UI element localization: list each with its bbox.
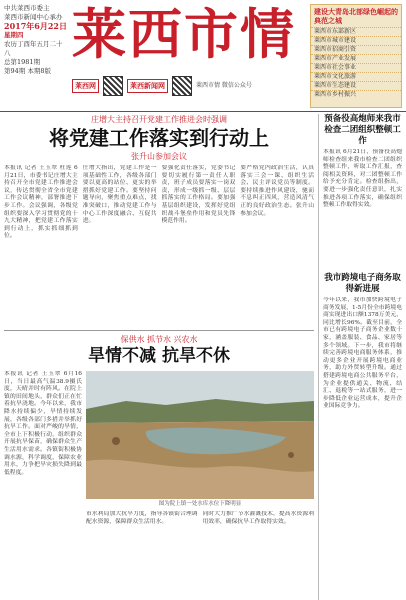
sidebar-headline-1: 预备役高炮师来我市检查二团组织整顿工作 — [324, 114, 401, 146]
qr-code-icon — [172, 76, 192, 96]
promo-list — [311, 27, 401, 99]
lead-headline: 将党建工作落实到行动上 — [49, 126, 269, 150]
drought-column-b2: 同时大力推广节水灌溉技术，提高水资源利用效率，确保抗旱工作取得实效。 — [202, 511, 314, 525]
publisher-line-2: 莱西市新闻中心承办 — [4, 13, 63, 21]
drought-kicker: 保供水 抓节水 兴农水 — [120, 335, 198, 344]
promo-item: 莱西市生态建设 — [311, 81, 401, 90]
masthead — [0, 0, 406, 112]
lead-column-3: 要强化责任落实，党委书记要切实履行第一责任人职责，班子成员要落实一岗双责，形成一级抓一级、层层抓落实的工作格局。要加强基层组织建设，发挥好党组织战斗堡垒作用和党员先锋模范作用。 — [161, 165, 236, 225]
issue-weekday: 星期四 — [4, 31, 24, 39]
issue-today: 第94期 本期8版 — [4, 67, 51, 75]
drought-reservoir-photo — [86, 371, 314, 499]
issue-date: 2017年6月22日 — [4, 21, 67, 31]
wechat-label: 莱西市情 微信公众号 — [196, 82, 252, 89]
newspaper-title: 莱西市情 — [72, 2, 296, 66]
masthead-sub — [72, 66, 304, 106]
promo-item: 莱西市招商引资 — [311, 45, 401, 54]
promo-item: 莱西市产业发展 — [311, 54, 401, 63]
promo-header: 建设大青岛北部绿色崛起的典范之城 — [314, 7, 398, 25]
section-divider — [4, 330, 314, 331]
lead-column-2: 庄增大指出，党建工作是一项基础性工作，各级各部门要以更高的站位、更实的举措抓好党建工作。要坚持问题导向，聚焦重点难点，找准突破口，推动党建工作与中心工作深度融合、互促共进。 — [82, 165, 157, 225]
masthead-info — [4, 4, 68, 76]
promo-item: 莱西市文化旅游 — [311, 72, 401, 81]
photo-caption: 图为院上镇一处水库水位下降明显 — [158, 501, 242, 507]
lunar-date: 农历丁酉年五月二十八 — [4, 40, 63, 57]
drought-bottom-columns — [86, 511, 314, 591]
reservoir-photo-image — [86, 371, 314, 499]
lead-article — [4, 114, 314, 328]
sidebar-headline-2: 我市跨境电子商务取得新进展 — [324, 273, 401, 294]
logo-chip-1: 莱西网 — [72, 79, 99, 93]
lead-subhead: 张升山参加会议 — [131, 152, 187, 161]
drought-column-b1: 市水利局加大抗旱力度，指导各镇街合理调配水资源，保障群众生活用水。 — [86, 511, 198, 525]
right-sidebar — [318, 114, 402, 600]
lead-column-1: 本报讯 记者 王玉翠 杜莲 6月21日，市委书记庄增大主持召开全市党建工作推进会议，传达贯彻全省全市党建工作会议精神，部署推进下步工作。会议强调，各级党组织要深入学习贯彻党的十九大精神，把党建工作落实到行动上，抓实抓细抓到位。 — [4, 165, 78, 240]
publisher-line-1: 中共莱西市委主 — [4, 4, 50, 12]
promo-item: 莱西市东部新区 — [311, 27, 401, 36]
logo-chip-2: 莱西新闻网 — [127, 79, 168, 93]
qr-code-icon — [103, 76, 123, 96]
drought-body — [4, 371, 314, 591]
promo-panel — [310, 4, 402, 108]
lead-kicker: 庄增大主持召开党建工作推进会时强调 — [91, 115, 227, 124]
drought-column-left: 本报讯 记者 王玉翠 6月16日，当日最高气温38.9摄氏度，天晴并时有阵风。在院上镇的田间地头，群众们正在忙着抗旱浇地。今年以来，我市降水持续偏少，旱情持续发展，各级各部门多措并举抓好抗旱工作。面对严峻的旱情，全市上下积极行动，组织群众开展抗旱保苗，确保群众生产生活用水需求。各镇街积极协调水源，科学调度，保障农业用水，力争把旱灾损失降到最低程度。 — [4, 371, 82, 476]
lead-column-4: 要严格党内政治生活，认真落实三会一课、组织生活会、民主评议党员等制度。要持续推进作风建设，驰而不息纠正四风，营造风清气正的良好政治生态。张升山参加会议。 — [240, 165, 314, 217]
promo-item: 莱西市乡村振兴 — [311, 90, 401, 99]
lead-columns — [4, 165, 314, 313]
sidebar-body-2: 今年以来，我市加快跨境电子商务发展，1-5月份全市跨境电商实现进出口额1378万美元，同比增长96%。截至目前，全市已有跨境电子商务企业数十家，涵盖服装、食品、家居等多个领域。下一步，我市将继续完善跨境电商服务体系，推动更多企业开展跨境电商业务，助力外贸转型升级。通过搭建跨境电商公共服务平台，为企业提供通关、物流、结汇、退税等一站式服务，进一步降低企业运营成本，提升企业国际竞争力。 — [323, 297, 402, 410]
issue-total: 总第1981期 — [4, 58, 41, 66]
sidebar-body-1: 本报讯 6月21日，预备役高炮师检查组来我市检查二团组织整顿工作，听取工作汇报，查阅相关资料，对二团整顿工作给予充分肯定。检查组指出，要进一步强化责任意识，扎实推进各项工作落实，确保组织整顿工作取得实效。 — [323, 149, 402, 209]
promo-item: 莱西市社会事业 — [311, 63, 401, 72]
promo-item: 莱西市城市建设 — [311, 36, 401, 45]
drought-headline: 旱情不减 抗旱不休 — [88, 346, 230, 366]
drought-article — [4, 334, 314, 598]
